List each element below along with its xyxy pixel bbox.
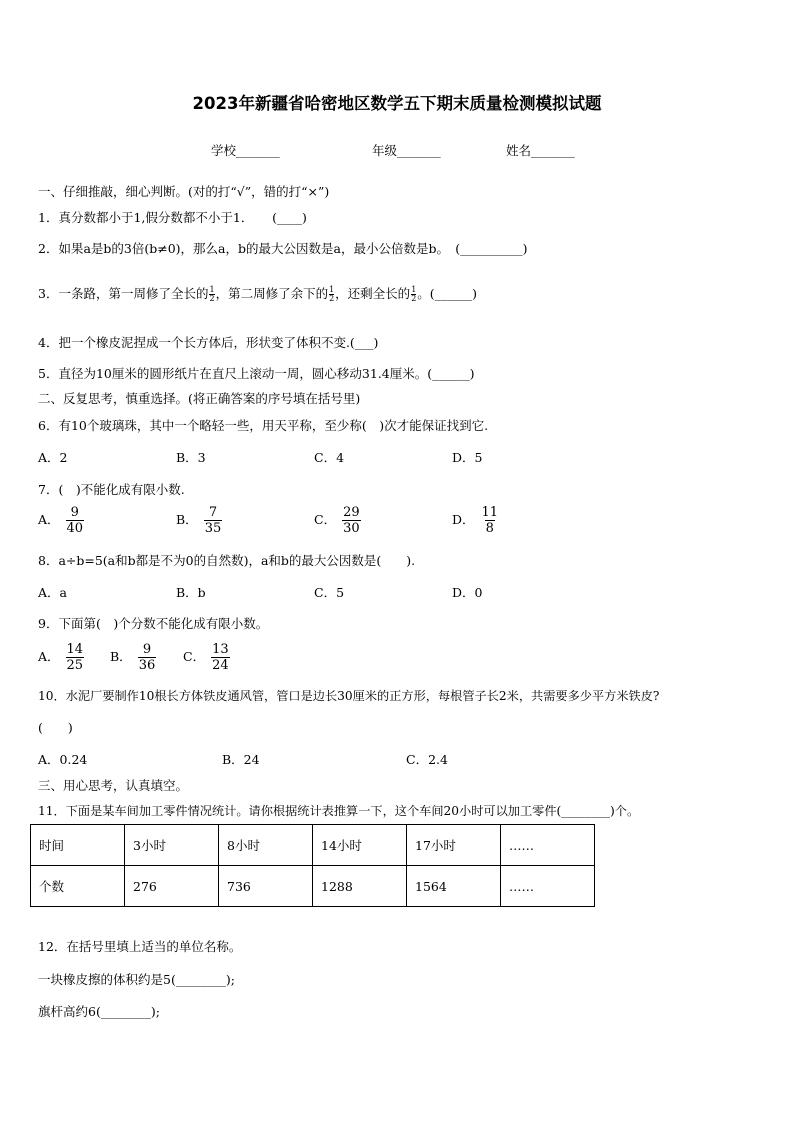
q7-b-label: B．	[176, 512, 198, 527]
q8-option-c[interactable]: C．5	[314, 585, 345, 600]
table-cell: ……	[501, 866, 595, 907]
q3-text-1: 3．一条路，第一周修了全长的	[38, 286, 209, 301]
q9-a-fraction	[66, 642, 85, 673]
q10-option-c[interactable]: C．2.4	[406, 752, 448, 767]
q7-b-den: 35	[204, 521, 222, 536]
q7-d-num: 11	[481, 505, 499, 520]
q3-f1-den: 2	[209, 294, 215, 303]
question-3	[38, 284, 477, 303]
q3-fraction-3	[411, 286, 416, 303]
section-2-heading: 二、反复思考，慎重选择。(将正确答案的序号填在括号里)	[38, 391, 361, 406]
q3-f1-num: 1	[209, 285, 215, 294]
grade-field[interactable]: 年级_______	[372, 143, 441, 158]
q7-a-num: 9	[70, 505, 79, 520]
table-cell: 17小时	[407, 825, 501, 866]
q6-option-a[interactable]: A．2	[38, 450, 68, 465]
q7-c-fraction	[342, 505, 361, 536]
q8-option-d[interactable]: D．0	[452, 585, 483, 600]
table-row	[31, 825, 595, 866]
q7-c-num: 29	[343, 505, 360, 520]
table-cell: 1564	[407, 866, 501, 907]
table-cell: 个数	[31, 866, 125, 907]
q7-c-label: C．	[314, 512, 337, 527]
q9-a-label: A．	[38, 649, 60, 664]
q9-c-num: 13	[212, 642, 229, 657]
question-8: 8．a÷b=5(a和b都是不为0的自然数)，a和b的最大公因数是( ).	[38, 553, 416, 568]
q3-fraction-2	[329, 286, 334, 303]
q3-f2-den: 2	[329, 294, 335, 303]
q9-b-den: 36	[138, 658, 156, 673]
question-12-line-1: 一块橡皮擦的体积约是5(________);	[38, 972, 235, 987]
table-cell: ……	[501, 825, 595, 866]
q7-option-a[interactable]	[38, 505, 84, 536]
statistics-table	[30, 824, 595, 907]
q8-option-b[interactable]: B．b	[176, 585, 206, 600]
question-7: 7．( )不能化成有限小数.	[38, 482, 185, 497]
q7-d-fraction	[481, 505, 500, 536]
q7-b-num: 7	[208, 505, 218, 520]
table-cell: 8小时	[219, 825, 313, 866]
question-2: 2．如果a是b的3倍(b≠0)，那么a，b的最大公因数是a，最小公倍数是b。 (__________)	[38, 241, 528, 256]
q9-c-fraction	[211, 642, 230, 673]
question-5: 5．直径为10厘米的圆形纸片在直尺上滚动一周，圆心移动31.4厘米。(______)	[38, 366, 475, 381]
q3-text-2: ，第二周修了余下的	[215, 286, 329, 301]
q7-d-label: D．	[452, 512, 475, 527]
question-9: 9．下面第( )个分数不能化成有限小数。	[38, 616, 269, 631]
q7-d-den: 8	[485, 521, 494, 536]
question-12-line-2: 旗杆高约6(________);	[38, 1004, 160, 1019]
question-6: 6．有10个玻璃珠，其中一个略轻一些，用天平称，至少称( )次才能保证找到它.	[38, 418, 489, 433]
q6-option-b[interactable]: B．3	[176, 450, 206, 465]
q3-f3-den: 2	[411, 294, 417, 303]
q3-f2-num: 1	[329, 285, 335, 294]
q7-option-c[interactable]	[314, 505, 361, 536]
question-4: 4．把一个橡皮泥捏成一个长方体后，形状变了体积不变.(___)	[38, 335, 379, 350]
q10-option-b[interactable]: B．24	[222, 752, 260, 767]
question-12: 12．在括号里填上适当的单位名称。	[38, 939, 242, 954]
question-1: 1．真分数都小于1,假分数都不小于1． (____)	[38, 210, 307, 225]
q6-option-d[interactable]: D．5	[452, 450, 483, 465]
q9-a-den: 25	[66, 658, 84, 673]
q9-option-a[interactable]	[38, 642, 84, 673]
q7-c-den: 30	[343, 521, 360, 536]
q3-fraction-1	[209, 286, 214, 303]
section-3-heading: 三、用心思考，认真填空。	[38, 778, 189, 793]
table-cell: 14小时	[313, 825, 407, 866]
q6-option-c[interactable]: C．4	[314, 450, 345, 465]
page-title: 2023年新疆省哈密地区数学五下期末质量检测模拟试题	[192, 94, 602, 113]
q3-text-4: 。(______)	[417, 286, 478, 301]
q7-option-d[interactable]	[452, 505, 499, 536]
table-cell: 276	[125, 866, 219, 907]
question-11: 11．下面是某车间加工零件情况统计。请你根据统计表推算一下，这个车间20小时可以加工零件(________)个。	[38, 804, 640, 818]
q7-a-label: A．	[38, 512, 60, 527]
q9-b-fraction	[138, 642, 157, 673]
q3-text-3: ，还剩全长的	[335, 286, 411, 301]
section-1-heading: 一、仔细推敲，细心判断。(对的打“√”，错的打“×”)	[38, 184, 330, 199]
q7-a-den: 40	[66, 521, 84, 536]
q9-c-den: 24	[212, 658, 229, 673]
q9-c-label: C．	[183, 649, 206, 664]
name-field[interactable]: 姓名_______	[506, 143, 575, 158]
q9-b-num: 9	[142, 642, 152, 657]
q7-option-b[interactable]	[176, 505, 222, 536]
table-cell: 时间	[31, 825, 125, 866]
q9-b-label: B．	[110, 649, 132, 664]
q10-option-a[interactable]: A．0.24	[38, 752, 88, 767]
table-row	[31, 866, 595, 907]
q9-option-c[interactable]	[183, 642, 230, 673]
table-cell: 736	[219, 866, 313, 907]
q9-a-num: 14	[66, 642, 84, 657]
question-10: 10．水泥厂要制作10根长方体铁皮通风管，管口是边长30厘米的正方形，每根管子长2米，共需要多少平方米铁皮?	[38, 689, 660, 703]
q7-a-fraction	[66, 505, 85, 536]
q8-option-a[interactable]: A．a	[38, 585, 67, 600]
q9-option-b[interactable]	[110, 642, 156, 673]
school-field[interactable]: 学校_______	[211, 143, 280, 158]
q3-f3-num: 1	[411, 285, 417, 294]
table-cell: 3小时	[125, 825, 219, 866]
table-cell: 1288	[313, 866, 407, 907]
question-10-blank: ( )	[38, 720, 73, 735]
q7-b-fraction	[204, 505, 223, 536]
